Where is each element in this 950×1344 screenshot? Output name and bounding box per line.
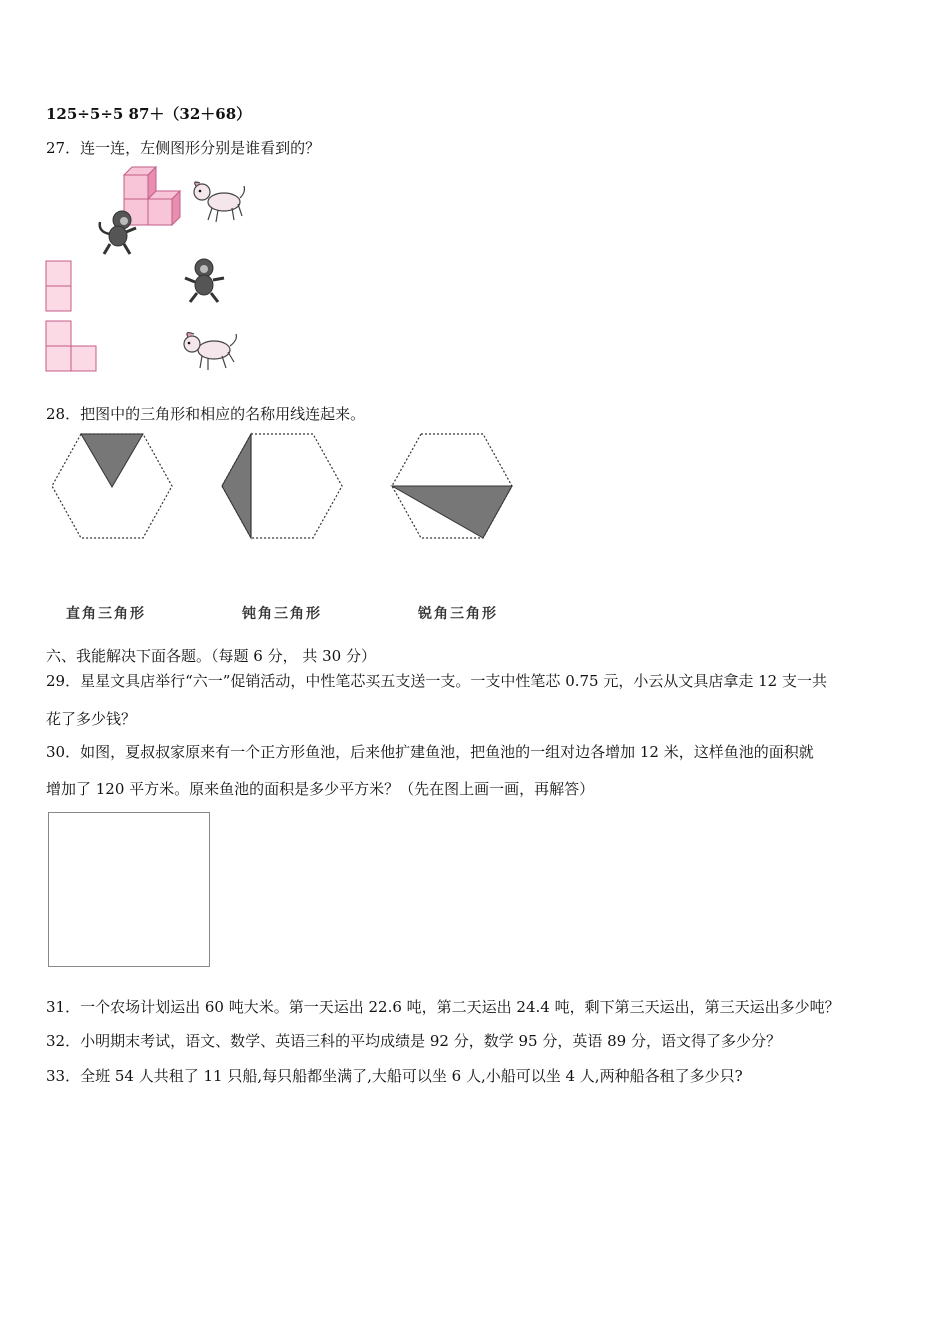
question-30-line-1: 30．如图，夏叔叔家原来有一个正方形鱼池，后来他扩建鱼池，把鱼池的一组对边各增加 12 米，这样鱼池的面积就	[46, 743, 814, 761]
question-28: 28．把图中的三角形和相应的名称用线连起来。	[46, 405, 366, 423]
question-29-line-1: 29．星星文具店举行“六一”促销活动，中性笔芯买五支送一支。一支中性笔芯 0.75 元，小云从文具店拿走 12 支一共	[46, 672, 827, 690]
monkey-icon	[94, 208, 140, 256]
dog-icon	[190, 180, 248, 224]
question-30-line-2: 增加了 120 平方米。原来鱼池的面积是多少平方米？（先在图上画一画，再解答）	[46, 780, 595, 798]
question-32: 32．小明期末考试，语文、数学、英语三科的平均成绩是 92 分，数学 95 分，英语 89 分，语文得了多少分？	[46, 1032, 781, 1050]
calc-expressions: 125÷5÷5 87＋（32＋68）	[46, 105, 252, 123]
front-view-shape	[45, 260, 73, 312]
monkey-icon-2	[182, 258, 228, 304]
question-31: 31．一个农场计划运出 60 吨大米。第一天运出 22.6 吨，第二天运出 24.4 吨，剩下第三天运出，第三天运出多少吨？	[46, 998, 840, 1016]
hexagon-3	[390, 432, 516, 540]
label-right-triangle: 直角三角形	[66, 606, 146, 622]
square-pond-figure	[48, 812, 210, 967]
side-view-shape	[45, 320, 99, 372]
label-obtuse-triangle: 钝角三角形	[242, 606, 322, 622]
hexagon-1	[50, 432, 176, 540]
hexagon-2	[220, 432, 346, 540]
question-33: 33．全班 54 人共租了 11 只船,每只船都坐满了,大船可以坐 6 人,小船可以坐 4 人,两种船各租了多少只?	[46, 1067, 743, 1085]
question-29-line-2: 花了多少钱？	[46, 710, 137, 728]
question-27: 27．连一连，左侧图形分别是谁看到的？	[46, 139, 321, 157]
label-acute-triangle: 锐角三角形	[418, 606, 498, 622]
dog-icon-2	[180, 328, 240, 372]
section-6-heading: 六、我能解决下面各题。（每题 6 分， 共 30 分）	[46, 647, 376, 665]
